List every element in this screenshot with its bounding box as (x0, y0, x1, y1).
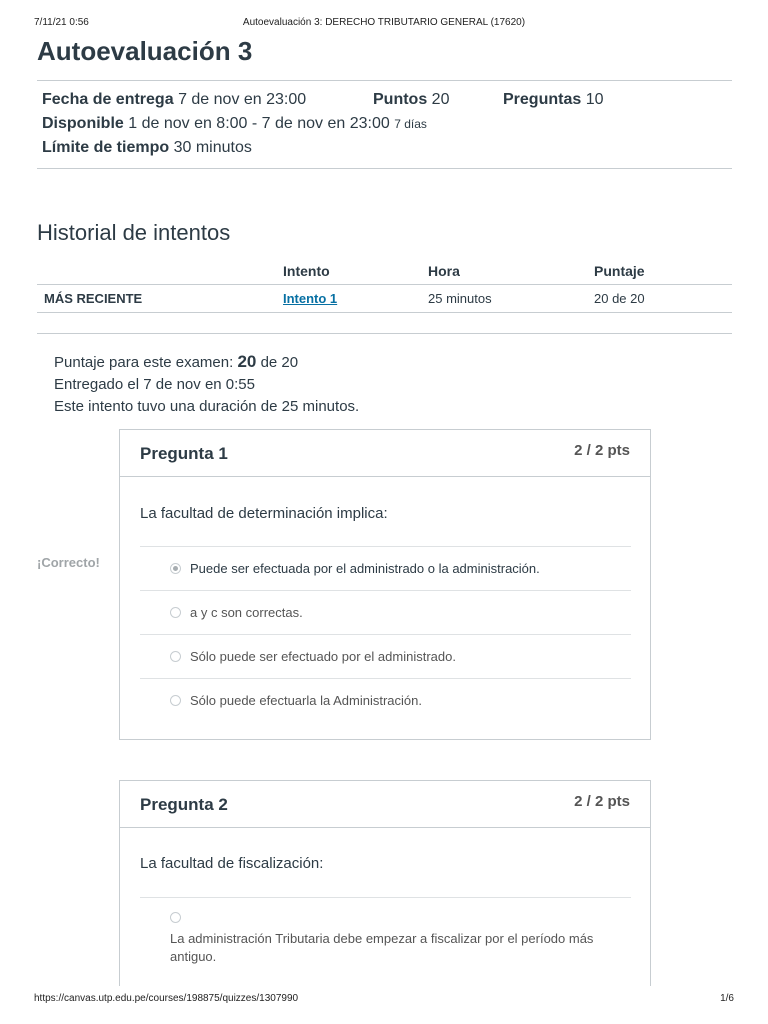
radio-icon[interactable] (170, 651, 181, 662)
divider (37, 80, 732, 81)
divider (37, 168, 732, 169)
column-header (37, 258, 283, 284)
answer-label: Sólo puede ser efectuado por el administrado. (190, 649, 456, 664)
answer-label: Sólo puede efectuarla la Administración. (190, 693, 422, 708)
duration-text: Este intento tuvo una duración de 25 minutos. (54, 398, 360, 415)
question-header (120, 781, 650, 828)
answer-option[interactable] (140, 897, 631, 977)
score-suffix: de 20 (260, 354, 299, 371)
answer-option[interactable] (140, 590, 631, 634)
answer-option[interactable] (140, 678, 631, 722)
answer-label: a y c son correctas. (190, 605, 303, 620)
radio-selected-icon[interactable] (170, 563, 181, 574)
score-prefix: Puntaje para este examen: (54, 354, 234, 371)
score-summary (54, 352, 298, 372)
available-days: 7 días (394, 117, 427, 131)
question-title: Pregunta 2 (140, 795, 228, 814)
question-card (119, 780, 651, 986)
divider (37, 333, 732, 334)
answer-label: Puede ser efectuada por el administrado o la administración. (190, 561, 540, 576)
print-title: Autoevaluación 3: DERECHO TRIBUTARIO GENERAL (17620) (242, 17, 526, 28)
most-recent-label: MÁS RECIENTE (37, 284, 283, 312)
answer-option[interactable] (140, 634, 631, 678)
answer-option[interactable] (140, 546, 631, 590)
radio-icon[interactable] (170, 695, 181, 706)
due-label: Fecha de entrega (42, 91, 174, 108)
column-header-time: Hora (428, 258, 594, 284)
print-date: 7/11/21 0:56 (34, 17, 89, 28)
attempt-link[interactable]: Intento 1 (283, 290, 338, 306)
answer-list (140, 897, 631, 977)
history-title: Historial de intentos (37, 220, 231, 245)
question-title: Pregunta 1 (140, 444, 228, 463)
time-limit-value: 30 minutos (173, 139, 252, 156)
column-header-attempt: Intento (283, 258, 428, 284)
due-value: 7 de nov en 23:00 (178, 91, 307, 108)
question-card (119, 429, 651, 740)
attempt-time: 25 minutos (428, 284, 594, 312)
time-limit-label: Límite de tiempo (42, 139, 170, 156)
print-page-number: 1/6 (720, 993, 734, 1004)
history-table (37, 258, 732, 313)
question-text: La facultad de determinación implica: (140, 505, 388, 522)
radio-icon[interactable] (170, 912, 181, 923)
questions-value: 10 (585, 91, 604, 108)
question-header (120, 430, 650, 477)
points-value: 20 (431, 91, 450, 108)
score-value: 20 (237, 352, 257, 371)
table-row (37, 284, 732, 312)
answer-list (140, 546, 631, 722)
print-url: https://canvas.utp.edu.pe/courses/198875/quizzes/1307990 (34, 993, 299, 1004)
question-points: 2 / 2 pts (574, 442, 630, 459)
points-label: Puntos (373, 91, 428, 108)
available-value: 1 de nov en 8:00 - 7 de nov en 23:00 (128, 115, 390, 132)
questions-detail (503, 91, 604, 109)
attempt-score: 20 de 20 (594, 284, 732, 312)
time-limit-detail (42, 139, 252, 157)
question-text: La facultad de fiscalización: (140, 855, 324, 872)
points-detail (373, 91, 449, 109)
questions-label: Preguntas (503, 91, 582, 108)
available-detail (42, 115, 427, 133)
quiz-title: Autoevaluación 3 (37, 36, 253, 66)
radio-icon[interactable] (170, 607, 181, 618)
available-label: Disponible (42, 115, 124, 132)
correct-flag: ¡Correcto! (37, 555, 100, 570)
column-header-score: Puntaje (594, 258, 732, 284)
answer-label: La administración Tributaria debe empezar a fiscalizar por el período más antiguo. (170, 931, 594, 964)
history-header-row (37, 258, 732, 284)
question-points: 2 / 2 pts (574, 793, 630, 810)
quiz-details-row-1 (42, 91, 306, 109)
submitted-text: Entregado el 7 de nov en 0:55 (54, 376, 255, 393)
